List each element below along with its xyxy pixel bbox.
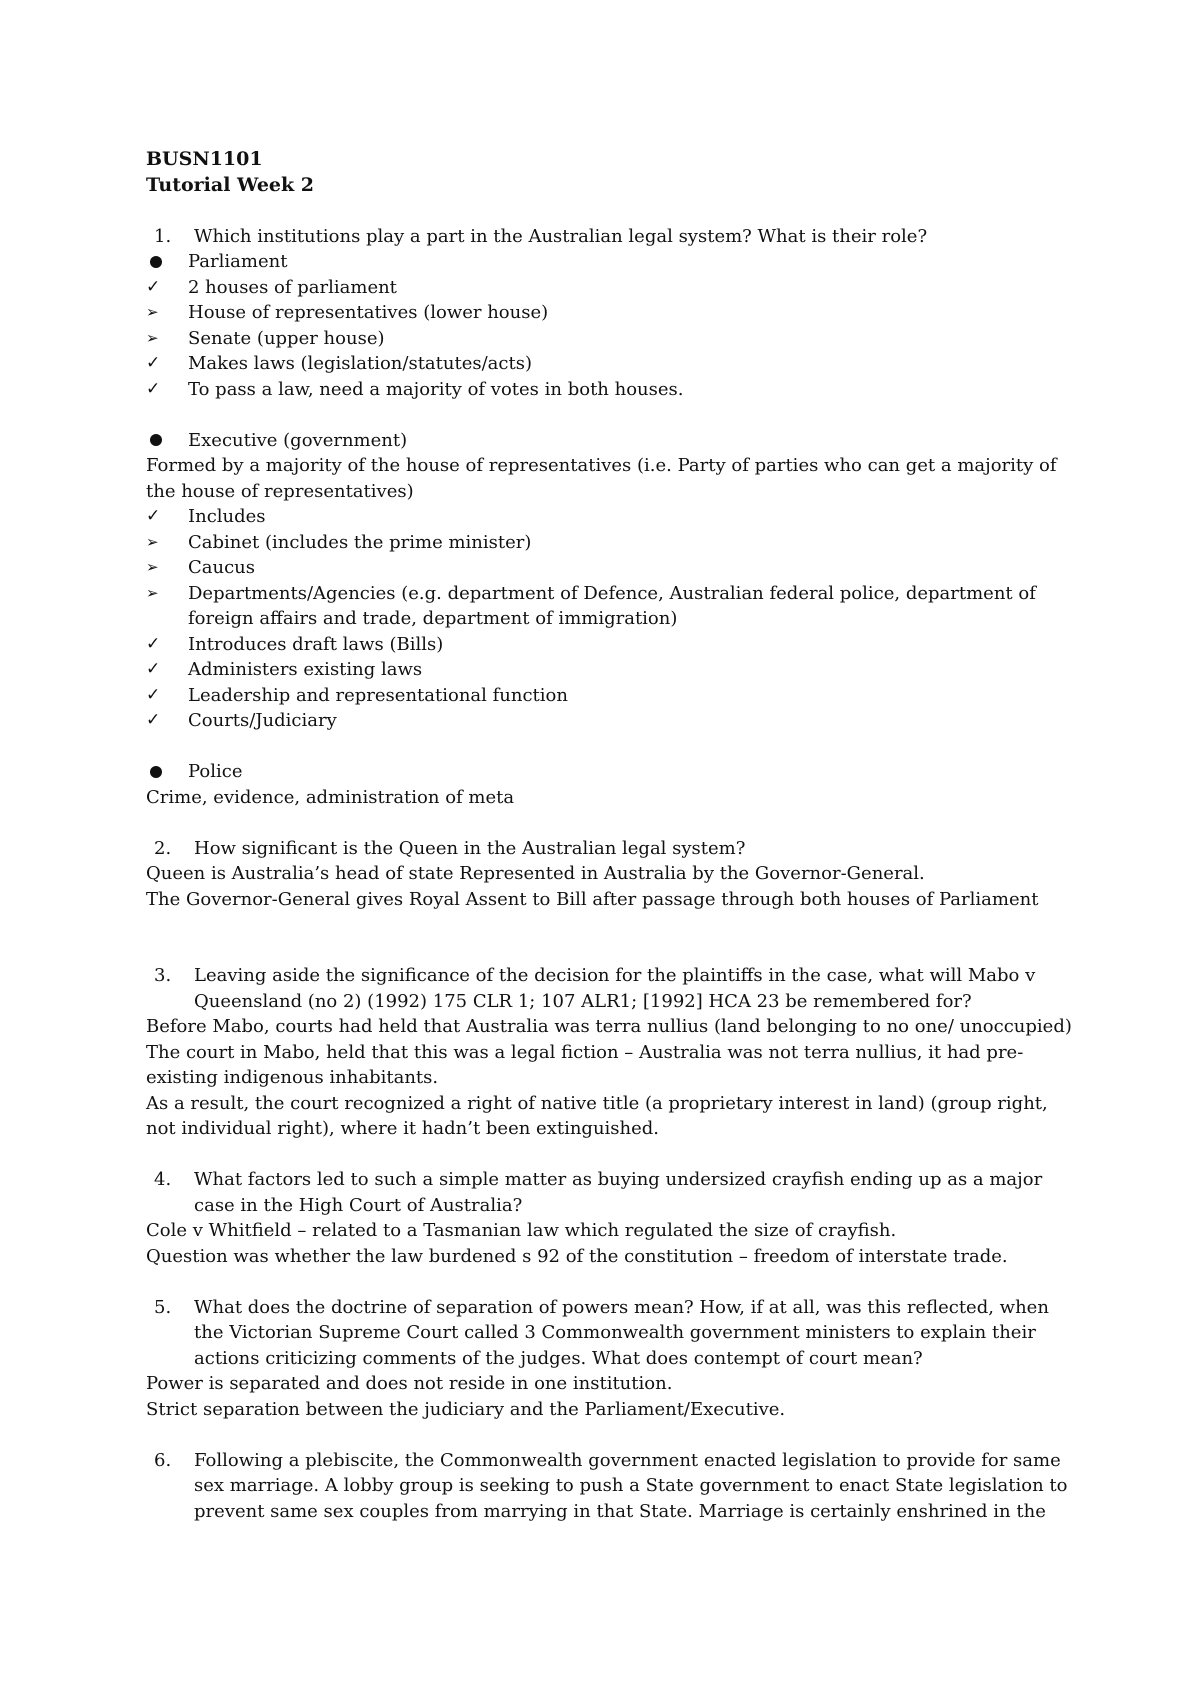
- list-item-text: Courts/Judiciary: [188, 710, 337, 731]
- question-number: 2.: [154, 837, 172, 859]
- question-1: [146, 224, 1076, 250]
- list-item: [146, 377, 1076, 403]
- list-item-text: Introduces draft laws (Bills): [188, 633, 444, 655]
- question-number: 5.: [154, 1296, 172, 1318]
- answer-line: Before Mabo, courts had held that Australia was terra nullius (land belonging to no one/ unoccupied): [146, 1016, 1072, 1037]
- check-mark-bullet-icon: ✓: [146, 659, 161, 679]
- filled-circle-bullet-icon: [150, 766, 162, 778]
- list-item-text: Cabinet (includes the prime minister): [188, 531, 532, 553]
- check-mark-bullet-icon: ✓: [146, 633, 161, 654]
- question-text: Leaving aside the significance of the decision for the plaintiffs in the case, what will Mabo v Queensland (no 2) (1992) 175 CLR 1; 107 ALR1; [1992] HCA 23 be remembered for?: [194, 965, 1036, 1012]
- list-item: [146, 632, 1076, 658]
- question-number: 4.: [154, 1169, 172, 1190]
- list-item-text: Administers existing laws: [188, 659, 423, 680]
- answer-line: As a result, the court recognized a right of native title (a proprietary interest in land) (group right, not individual right), where it hadn’t been extinguished.: [146, 1092, 1048, 1139]
- course-code: BUSN1101: [146, 148, 263, 170]
- list-item-text: House of representatives (lower house): [188, 302, 549, 323]
- answer-line: The court in Mabo, held that this was a legal fiction – Australia was not terra nullius, it had pre-existing indigenous inhabitants.: [146, 1041, 1024, 1088]
- arrowhead-bullet-icon: ➢: [146, 303, 159, 321]
- list-item: [146, 708, 1076, 734]
- question-text: How significant is the Queen in the Australian legal system?: [194, 837, 746, 859]
- check-mark-bullet-icon: ✓: [146, 506, 161, 526]
- arrowhead-bullet-icon: ➢: [146, 558, 159, 576]
- question-number: 6.: [154, 1449, 172, 1471]
- arrowhead-bullet-icon: ➢: [146, 328, 159, 347]
- question-number: 3.: [154, 965, 172, 986]
- question-text: What does the doctrine of separation of powers mean? How, if at all, was this reflected, when the Victorian Supreme Court called 3 Commonwealth government ministers to explain their actions criticizing comments of the judges. What does contempt of court mean?: [194, 1296, 1049, 1369]
- list-item-text: Caucus: [188, 557, 256, 578]
- question-6: [146, 1448, 1076, 1525]
- list-item: [146, 351, 1076, 377]
- question-text: Which institutions play a part in the Australian legal system? What is their role?: [194, 225, 928, 247]
- list-item: [146, 275, 1076, 301]
- document-body: [146, 147, 1076, 1524]
- list-item: [146, 657, 1076, 683]
- check-mark-bullet-icon: ✓: [146, 353, 161, 373]
- answer-line: The Governor-General gives Royal Assent to Bill after passage through both houses of Parliament: [146, 888, 1039, 910]
- answer-line: Power is separated and does not reside in one institution.: [146, 1373, 673, 1394]
- arrowhead-bullet-icon: ➢: [146, 532, 159, 551]
- section-label: Parliament: [188, 251, 288, 272]
- check-mark-bullet-icon: ✓: [146, 276, 161, 297]
- list-item: [146, 504, 1076, 530]
- section-executive: [146, 428, 1076, 454]
- section-label: Executive (government): [188, 429, 408, 451]
- check-mark-bullet-icon: ✓: [146, 378, 161, 399]
- check-mark-bullet-icon: ✓: [146, 710, 161, 730]
- list-item-text: Includes: [188, 506, 266, 527]
- answer-line: Question was whether the law burdened s 92 of the constitution – freedom of interstate trade.: [146, 1245, 1008, 1267]
- executive-description: Formed by a majority of the house of representatives (i.e. Party of parties who can get a majority of the house of representatives): [146, 455, 1057, 502]
- filled-circle-bullet-icon: [150, 434, 162, 446]
- filled-circle-bullet-icon: [150, 256, 162, 268]
- check-mark-bullet-icon: ✓: [146, 684, 161, 705]
- list-item-text: Makes laws (legislation/statutes/acts): [188, 353, 532, 374]
- question-5: [146, 1295, 1076, 1372]
- tutorial-title: Tutorial Week 2: [146, 173, 314, 196]
- list-item-text: Leadership and representational function: [188, 684, 568, 706]
- question-2: [146, 836, 1076, 862]
- answer-line: Strict separation between the judiciary and the Parliament/Executive.: [146, 1398, 786, 1420]
- police-description: Crime, evidence, administration of meta: [146, 786, 515, 808]
- question-text: What factors led to such a simple matter as buying undersized crayfish ending up as a major case in the High Court of Australia?: [194, 1169, 1043, 1216]
- question-3: [146, 963, 1076, 1014]
- list-item: [146, 555, 1076, 581]
- list-item-text: 2 houses of parliament: [188, 276, 397, 298]
- section-parliament: [146, 249, 1076, 275]
- question-number: 1.: [154, 225, 172, 247]
- section-label: Police: [188, 761, 243, 782]
- list-item: [146, 530, 1076, 556]
- list-item: [146, 581, 1076, 632]
- arrowhead-bullet-icon: ➢: [146, 583, 159, 602]
- question-text: Following a plebiscite, the Commonwealth government enacted legislation to provide for same sex marriage. A lobby group is seeking to push a State government to enact State legislation to prevent same sex couples from marrying in that State. Marriage is certainly enshrined in the: [194, 1449, 1068, 1522]
- answer-line: Queen is Australia’s head of state Represented in Australia by the Governor-General.: [146, 863, 925, 884]
- list-item-text: To pass a law, need a majority of votes in both houses.: [188, 378, 684, 400]
- list-item: [146, 326, 1076, 352]
- list-item: [146, 300, 1076, 326]
- question-4: [146, 1167, 1076, 1218]
- list-item-text: Senate (upper house): [188, 327, 385, 349]
- answer-line: Cole v Whitfield – related to a Tasmanian law which regulated the size of crayfish.: [146, 1220, 897, 1241]
- list-item: [146, 683, 1076, 709]
- list-item-text: Departments/Agencies (e.g. department of Defence, Australian federal police, department of foreign affairs and trade, department of immigration): [188, 582, 1036, 629]
- section-police: [146, 759, 1076, 785]
